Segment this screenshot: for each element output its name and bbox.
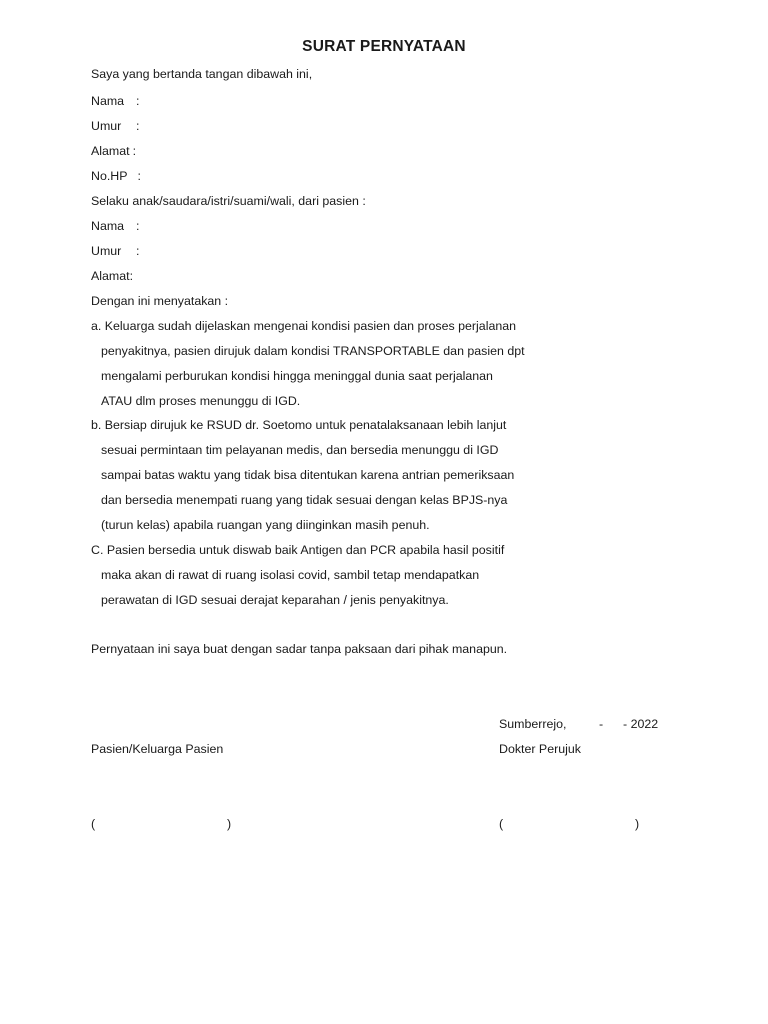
point-a-line: mengalami perburukan kondisi hingga meninggal dunia saat perjalanan — [101, 369, 493, 383]
point-a-line: ATAU dlm proses menunggu di IGD. — [101, 394, 301, 408]
field-sep: : — [136, 119, 140, 133]
field-sep: : — [136, 94, 140, 108]
declaration-intro: Dengan ini menyatakan : — [91, 294, 229, 308]
field-label: Alamat — [91, 144, 130, 158]
point-b-line: b. Bersiap dirujuk ke RSUD dr. Soetomo untuk penatalaksanaan lebih lanjut — [91, 418, 507, 432]
field-sep: : — [129, 269, 134, 283]
signer-name-field — [91, 94, 139, 108]
point-b-line: sampai batas waktu yang tidak bisa ditentukan karena antrian pemeriksaan — [101, 468, 515, 482]
field-sep: : — [132, 144, 137, 158]
signer-phone-field — [91, 169, 141, 183]
point-b-line: sesuai permintaan tim pelayanan medis, dan bersedia menunggu di IGD — [101, 443, 499, 457]
patient-name-field — [91, 219, 139, 233]
right-signatory-label: Dokter Perujuk — [499, 742, 581, 756]
point-c-line: C. Pasien bersedia untuk diswab baik Antigen dan PCR apabila hasil positif — [91, 543, 505, 557]
date-year: - 2022 — [623, 717, 659, 731]
closing-statement: Pernyataan ini saya buat dengan sadar tanpa paksaan dari pihak manapun. — [91, 642, 508, 656]
field-sep: : — [136, 244, 140, 258]
field-sep: : — [137, 169, 141, 183]
patient-age-field — [91, 244, 139, 258]
point-a-line: a. Keluarga sudah dijelaskan mengenai kondisi pasien dan proses perjalanan — [91, 319, 517, 333]
date-dash-day: - — [599, 717, 604, 731]
point-b-line: (turun kelas) apabila ruangan yang diinginkan masih penuh. — [101, 518, 430, 532]
intro-text: Saya yang bertanda tangan dibawah ini, — [91, 67, 313, 81]
point-c-line: perawatan di IGD sesuai derajat keparahan / jenis penyakitnya. — [101, 593, 449, 607]
patient-address-field — [91, 269, 133, 283]
field-label: Nama — [91, 219, 125, 233]
field-label: Nama — [91, 94, 125, 108]
relation-line: Selaku anak/saudara/istri/suami/wali, dari pasien : — [91, 194, 366, 208]
field-label: No.HP — [91, 169, 128, 183]
field-label: Umur — [91, 119, 122, 133]
signer-age-field — [91, 119, 139, 133]
field-label: Alamat — [91, 269, 130, 283]
signer-address-field — [91, 144, 136, 158]
right-signature-open: ( — [499, 817, 504, 831]
left-signature-open: ( — [91, 817, 96, 831]
field-label: Umur — [91, 244, 122, 258]
point-b-line: dan bersedia menempati ruang yang tidak sesuai dengan kelas BPJS-nya — [101, 493, 508, 507]
left-signatory-label: Pasien/Keluarga Pasien — [91, 742, 224, 756]
point-c-line: maka akan di rawat di ruang isolasi covid, sambil tetap mendapatkan — [101, 568, 480, 582]
left-signature-close: ) — [227, 817, 232, 831]
document-title: SURAT PERNYATAAN — [302, 38, 466, 55]
point-a-line: penyakitnya, pasien dirujuk dalam kondisi TRANSPORTABLE dan pasien dpt — [101, 344, 525, 358]
place-label: Sumberrejo, — [499, 717, 567, 731]
right-signature-close: ) — [635, 817, 640, 831]
field-sep: : — [136, 219, 140, 233]
